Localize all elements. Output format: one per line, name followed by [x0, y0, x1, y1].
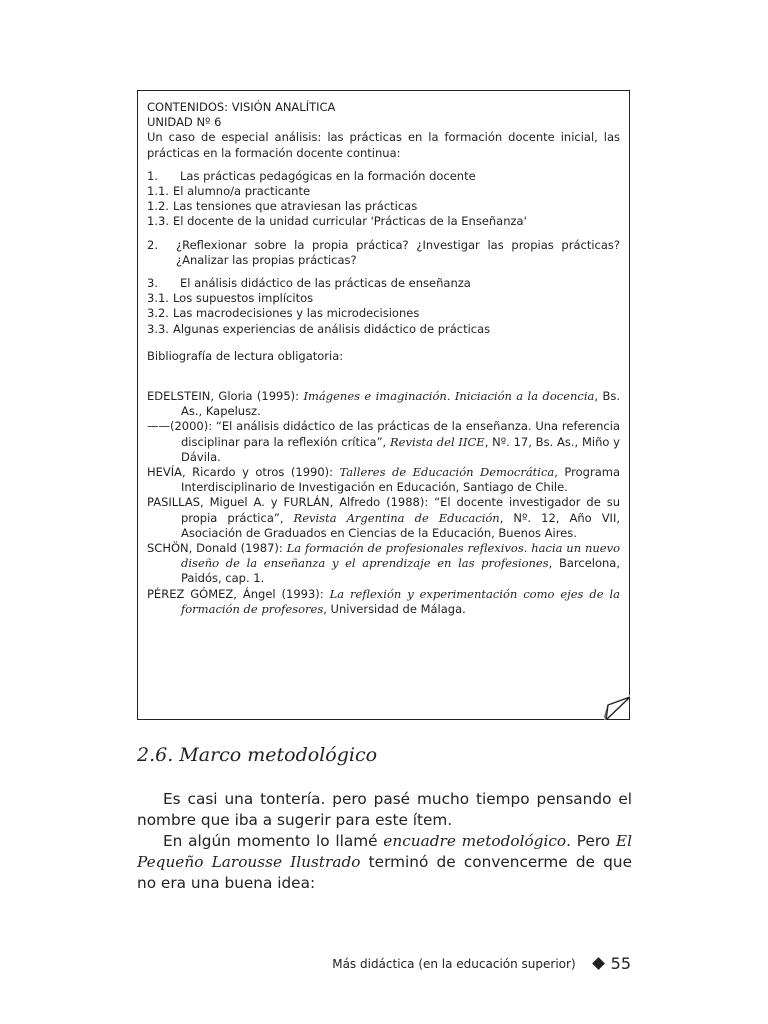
list-item: 1.1. El alumno/a practicante: [147, 184, 311, 199]
reference: SCHÖN, Donald (1987): La formación de profesionales reflexivos. hacia un nuevo diseño de la enseñanza y el aprendizaje en las profesiones, Barcelona, Paidós, cap. 1.: [147, 541, 620, 586]
contents-box: [137, 90, 630, 720]
list-item: 3. El análisis didáctico de las prácticas de enseñanza: [147, 276, 471, 291]
list-item: 1. Las prácticas pedagógicas en la formación docente: [147, 168, 476, 183]
body-paragraph: Es casi una tontería. pero pasé mucho tiempo pensando el nombre que iba a sugerir para este ítem.: [137, 790, 632, 830]
reference: PÉREZ GÓMEZ, Ángel (1993): La reflexión y experimentación como ejes de la formación de profesores, Universidad de Málaga.: [147, 586, 620, 616]
list-item: 3.1. Los supuestos implícitos: [147, 291, 314, 306]
footer-title: Más didáctica (en la educación superior): [332, 956, 576, 971]
page-number: 55: [610, 954, 631, 973]
reference: EDELSTEIN, Gloria (1995): Imágenes e imaginación. Iniciación a la docencia, Bs. As., Kapelusz.: [147, 389, 620, 419]
page-footer: [332, 954, 631, 973]
list-item: 1.2. Las tensiones que atraviesan las prácticas: [147, 199, 418, 214]
body-paragraph: En algún momento lo llamé encuadre metodológico. Pero El Pequeño Larousse Ilustrado terminó de convencerme de que no era una buena idea:: [137, 832, 633, 893]
section-3-list: [147, 276, 620, 337]
unit-label: UNIDAD Nº 6: [147, 115, 222, 130]
list-item: 3.3. Algunas experiencias de análisis didáctico de prácticas: [147, 321, 491, 336]
list-item: 3.2. Las macrodecisiones y las microdecisiones: [147, 306, 420, 321]
section-1-list: [147, 169, 620, 230]
diamond-icon: [592, 957, 605, 970]
reference: PASILLAS, Miguel A. y FURLÁN, Alfredo (1988): “El docente investigador de su propia práctica”, Revista Argentina de Educación, Nº. 12, Año VII, Asociación de Graduados en Ciencias de la Educación, Buenos Aires.: [147, 495, 620, 540]
unit-description: Un caso de especial análisis: las prácticas en la formación docente inicial, las prácticas en la formación docente continua:: [147, 130, 620, 160]
reference: HEVÍA, Ricardo y otros (1990): Talleres de Educación Democrática, Programa Interdisciplinario de Investigación en Educación, Santiago de Chile.: [147, 465, 620, 495]
list-item: 2. ¿Reflexionar sobre la propia práctica? ¿Investigar las propias prácticas? ¿Analizar las propias prácticas?: [147, 237, 620, 267]
section-heading: 2.6. Marco metodológico: [137, 744, 378, 766]
reference: ——(2000): “El análisis didáctico de las prácticas de la enseñanza. Una referencia disciplinar para la reflexión crítica”, Revista del IICE, Nº. 17, Bs. As., Miño y Dávila.: [147, 419, 620, 464]
box-title: CONTENIDOS: VISIÓN ANALÍTICA: [147, 100, 336, 114]
bibliography-heading: Bibliografía de lectura obligatoria:: [147, 348, 344, 363]
page-curl-icon: [604, 695, 630, 720]
section-2: [147, 238, 620, 268]
list-item: 1.3. El docente de la unidad curricular 'Prácticas de la Enseñanza': [147, 214, 527, 229]
